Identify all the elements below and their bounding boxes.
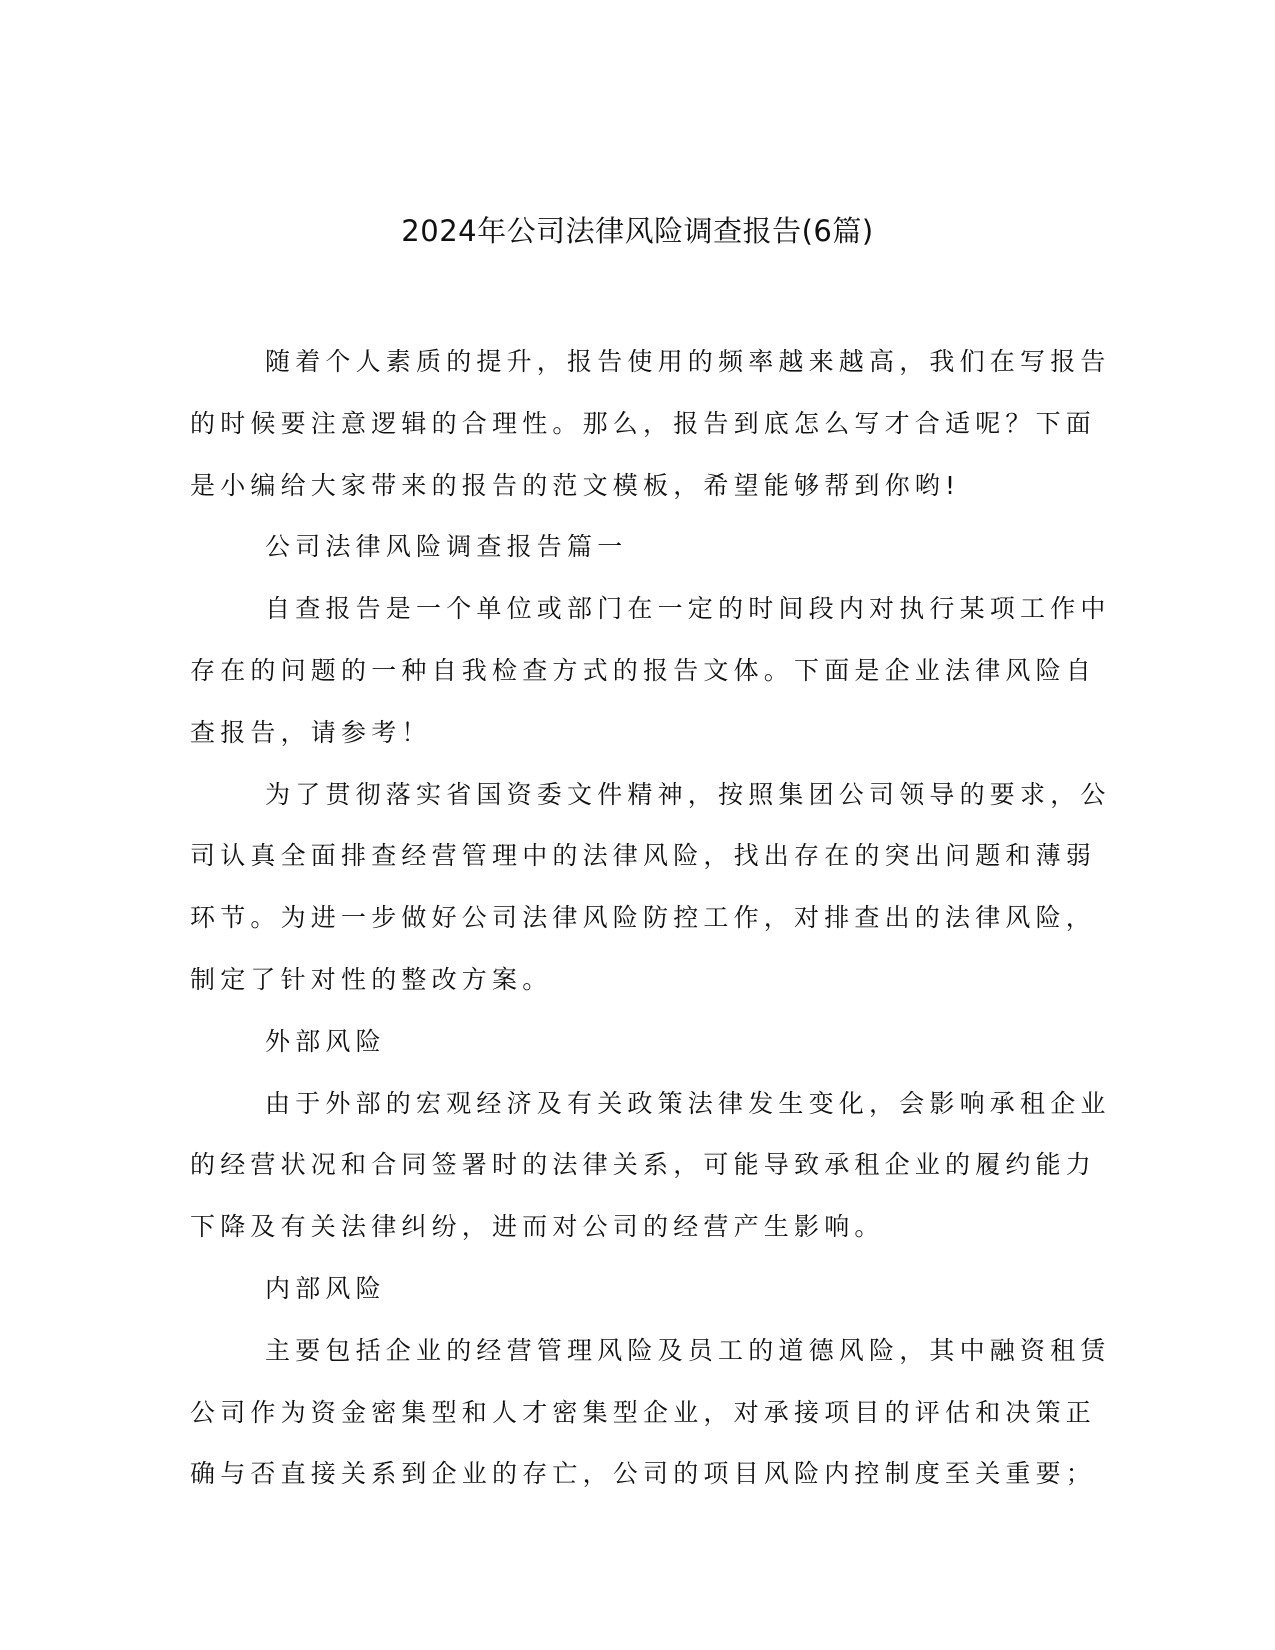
paragraph-line: 公司作为资金密集型和人才密集型企业，对承接项目的评估和决策正 <box>190 1397 1097 1427</box>
section-heading-text: 外部风险 <box>265 1026 386 1056</box>
paragraph-line: 司认真全面排查经营管理中的法律风险，找出存在的突出问题和薄弱 <box>190 841 1097 871</box>
paragraph-line: 自查报告是一个单位或部门在一定的时间段内对执行某项工作中 <box>265 594 1111 624</box>
body-paragraph <box>190 578 1111 763</box>
section-heading <box>190 516 1090 578</box>
section-heading <box>190 1011 1090 1073</box>
paragraph-line: 主要包括企业的经营管理风险及员工的道德风险，其中融资租赁 <box>265 1335 1111 1365</box>
body-paragraph <box>190 764 1111 1011</box>
document-title: 2024年公司法律风险调查报告(6篇) <box>401 214 874 248</box>
paragraph-line: 确与否直接关系到企业的存亡，公司的项目风险内控制度至关重要； <box>190 1459 1097 1489</box>
intro-paragraph <box>190 331 1111 516</box>
paragraph-line: 的时候要注意逻辑的合理性。那么，报告到底怎么写才合适呢？下面 <box>190 408 1097 438</box>
paragraph-line: 的经营状况和合同签署时的法律关系，可能导致承租企业的履约能力 <box>190 1150 1097 1180</box>
paragraph-line: 下降及有关法律纠纷，进而对公司的经营产生影响。 <box>190 1212 885 1242</box>
body-paragraph <box>190 1320 1111 1505</box>
section-heading <box>190 1258 1090 1320</box>
paragraph-line: 是小编给大家带来的报告的范文模板，希望能够帮到你哟! <box>190 470 961 500</box>
section-heading-text: 内部风险 <box>265 1273 386 1303</box>
paragraph-line: 制定了针对性的整改方案。 <box>190 964 553 994</box>
body-paragraph <box>190 1073 1111 1258</box>
paragraph-line: 由于外部的宏观经济及有关政策法律发生变化，会影响承租企业 <box>265 1088 1111 1118</box>
section-heading-text: 公司法律风险调查报告篇一 <box>265 532 628 562</box>
paragraph-line: 为了贯彻落实省国资委文件精神，按照集团公司领导的要求，公 <box>265 779 1111 809</box>
paragraph-line: 环节。为进一步做好公司法律风险防控工作，对排查出的法律风险， <box>190 903 1097 933</box>
document-body <box>190 331 1111 1505</box>
paragraph-line: 查报告，请参考！ <box>190 717 432 747</box>
paragraph-line: 存在的问题的一种自我检查方式的报告文体。下面是企业法律风险自 <box>190 655 1097 685</box>
paragraph-line: 随着个人素质的提升，报告使用的频率越来越高，我们在写报告 <box>265 347 1111 376</box>
